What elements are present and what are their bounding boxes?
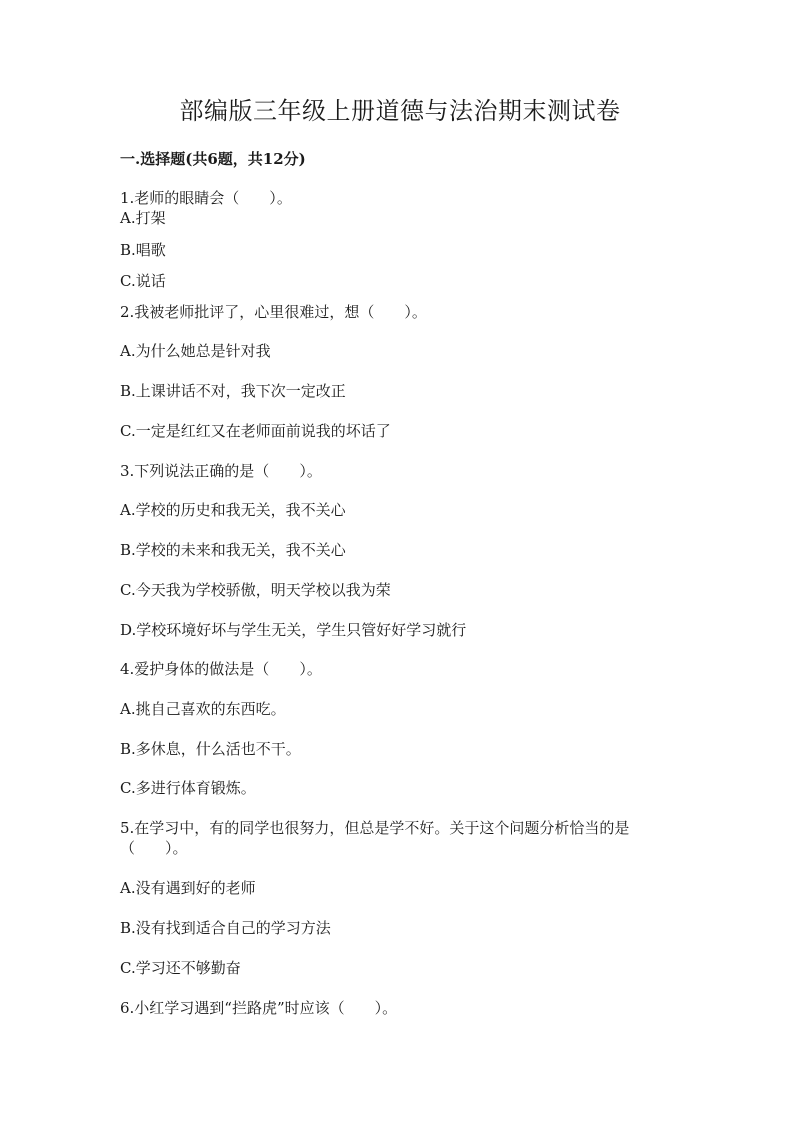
question-stem: 4.爱护身体的做法是（ ）。 [120, 660, 322, 678]
question-stem: 3.下列说法正确的是（ ）。 [120, 462, 322, 480]
option-b: B.多休息，什么活也不干。 [120, 740, 301, 758]
question-stem: 2.我被老师批评了，心里很难过，想（ ）。 [120, 303, 427, 321]
option-b: B.没有找到适合自己的学习方法 [120, 919, 331, 937]
option-c: C.多进行体育锻炼。 [120, 779, 256, 797]
option-c: C.今天我为学校骄傲，明天学校以我为荣 [120, 581, 391, 599]
option-c: C.一定是红红又在老师面前说我的坏话了 [120, 422, 391, 440]
option-c: C.学习还不够勤奋 [120, 959, 241, 977]
question-stem: 6.小红学习遇到“拦路虎”时应该（ ）。 [120, 999, 398, 1017]
question-stem: 5.在学习中，有的同学也很努力，但总是学不好。关于这个问题分析恰当的是 [120, 819, 630, 837]
option-b: B.唱歌 [120, 241, 166, 259]
question-stem-continuation: （ ）。 [120, 839, 188, 857]
option-c: C.说话 [120, 272, 166, 290]
option-a: A.挑自己喜欢的东西吃。 [120, 700, 286, 718]
option-a: A.没有遇到好的老师 [120, 879, 256, 897]
section-heading: 一.选择题(共6题，共12分) [120, 150, 306, 168]
option-a: A.打架 [120, 209, 166, 227]
option-b: B.学校的未来和我无关，我不关心 [120, 541, 346, 559]
option-a: A.学校的历史和我无关，我不关心 [120, 501, 346, 519]
page-title: 部编版三年级上册道德与法治期末测试卷 [179, 97, 621, 125]
option-d: D.学校环境好坏与学生无关，学生只管好好学习就行 [120, 621, 467, 639]
option-b: B.上课讲话不对，我下次一定改正 [120, 382, 346, 400]
option-a: A.为什么她总是针对我 [120, 342, 271, 360]
question-stem: 1.老师的眼睛会（ ）。 [120, 189, 292, 207]
